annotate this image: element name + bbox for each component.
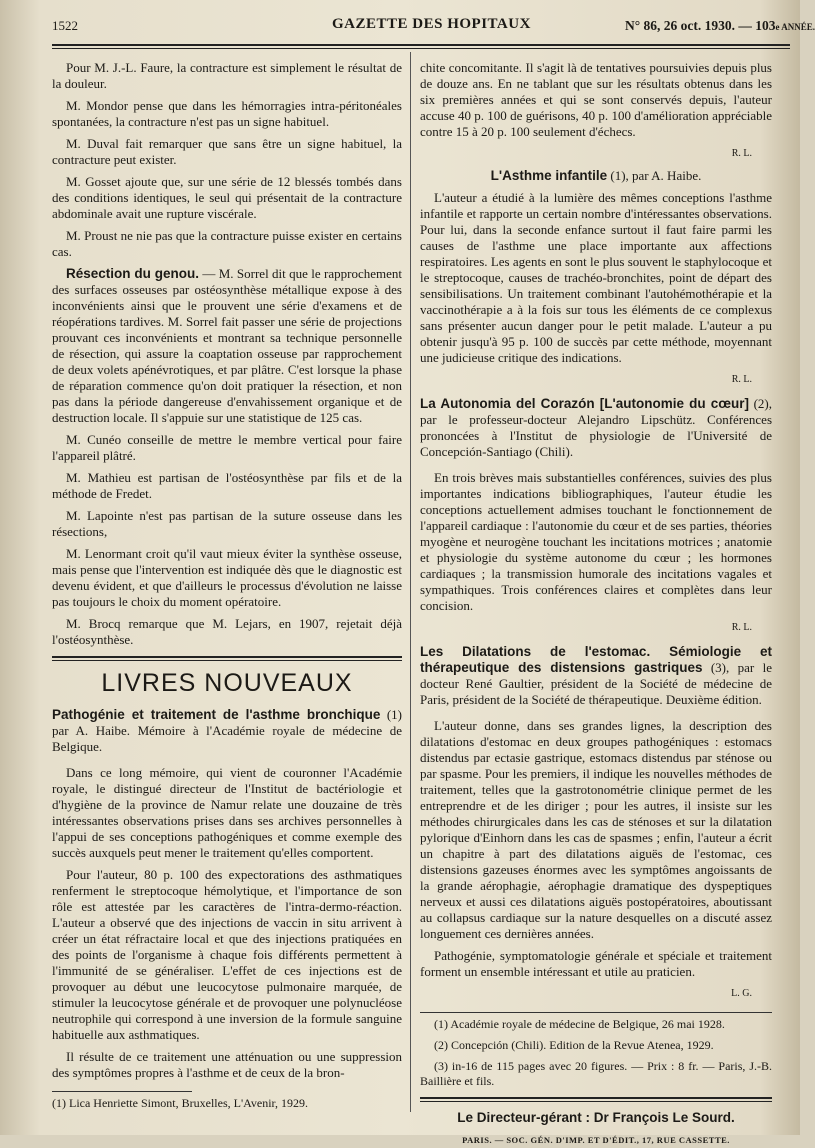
book-heading <box>420 644 772 708</box>
signature: R. L. <box>731 148 752 159</box>
header-rule-thin <box>52 48 790 49</box>
signature: R. L. <box>731 622 752 633</box>
paragraph: L'auteur donne, dans ses grandes lignes, la description des dilatations d'estomac en deux groupes pathogéniques : estomacs distendus par ectasie gastrique, estomacs distendus par sténose ou par spasme. Pour les premiers, il indique les nouvelles méthodes de traitement, telles que la gastrotonométrie clinique permet de les entreprendre et de les diriger ; pour les autres, il insiste sur les méthodes chirurgicales dans les cas de sténoses et sur la dilatation pylorique d'Einhorn dans les cas de spasmes ; enfin, l'auteur a écrit un chapitre à part des dilatations aiguës de l'estomac, ces distensions gazeuses énormes avec les symptômes angoissants de la grande aérophagie, aérophagie dramatique des dyspeptiques nerveux et aussi ces dilatations aiguës postopératoires, aboutissant au collapsus cardiaque sur la nature desquelles on a discuté assez longuement ces dernières années. <box>420 718 772 941</box>
signature: L. G. <box>731 988 752 999</box>
footnote: (1) Lica Henriette Simont, Bruxelles, L'Avenir, 1929. <box>52 1096 309 1110</box>
paragraph: En trois brèves mais substantielles conférences, suivies des plus importantes indications bibliographiques, l'auteur étudie les conceptions actuellement admises touchant le fonctionnement de l'appareil cardiaque : l'autonomie du cœur et de ses parties, théories myogène et neurogène touchant les incitations motrices ; anatomie et physiologie du système autonome du cœur ; les hormones cardiaques ; la transmission humorale des incitations vagales et sympathiques. Trois conférences claires et complètes dans leur concision. <box>420 470 772 613</box>
book-heading <box>52 707 402 755</box>
book-heading <box>420 168 772 184</box>
book-heading <box>420 396 772 460</box>
paragraph: Pathogénie, symptomatologie générale et spéciale et traitement forment un ensemble intéressant et utile au praticien. <box>420 948 772 979</box>
right-column <box>420 60 772 1148</box>
paragraph: Pour l'auteur, 80 p. 100 des expectorations des asthmatiques renferment le streptocoque hémolytique, et l'importance de son rôle est attestée par les caractères de l'intra-dermo-réaction. L'auteur a observé que des injections de vaccin in situ arrivent à créer un état réfractaire local et que des injections pratiquées en des points de l'organisme à chaque fois différents permettent à l'immunité de se généraliser. L'effet de ces injections est de provoquer au début une leucocytose pulmonaire marquée, de stimuler la leucocytose générale et de provoquer une polynucléose neutrophile qui correspond à une inversion de la formule sanguine habituelle aux asthmatiques. <box>52 867 402 1042</box>
paragraph: M. Proust ne nie pas que la contracture puisse exister en certains cas. <box>52 228 402 259</box>
book-title: La Autonomia del Corazón [L'autonomie du cœur] <box>420 396 749 411</box>
book-author: (2), par le professeur-docteur Alejandro Lipschütz. Conférences prononcées à l'Institut de physiologie de l'Université de Concepción-Santiago (Chili). <box>420 396 772 459</box>
resection-text: — M. Sorrel dit que le rapprochement des surfaces osseuses par ostéosynthèse métallique expose à des inconvénients ainsi que le prouvent une série d'examens et de réopérations tardives. M. Sorrel fait passer une série de projections prouvant ces inconvénients et montrant sa technique personnelle de résection, qui assure la coaptation osseuse par rapprochement de deux volets apénévrotiques, et par plâtre. C'est lorsque la phase de réparation commence qu'on doit pratiquer la résection, et non pas dans la période dangereuse d'envahissement organique et de destruction locale. Il s'appuie sur une statistique de 125 cas. <box>52 266 402 425</box>
page-header <box>52 14 815 40</box>
paragraph: M. Cunéo conseille de mettre le membre vertical pour faire l'appareil plâtré. <box>52 432 402 463</box>
paragraph: M. Gosset ajoute que, sur une série de 12 blessés tombés dans des conditions identiques, le seul qui présentait de la contracture abdominale avait une rupture viscérale. <box>52 174 402 221</box>
printer-line: PARIS. — SOC. GÉN. D'IMP. ET D'ÉDIT., 17, RUE CASSETTE. <box>462 1135 730 1145</box>
director-line: Le Directeur-gérant : Dr François Le Sourd. <box>457 1110 735 1125</box>
section-title: LIVRES NOUVEAUX <box>101 669 353 697</box>
issue-info: N° 86, 26 oct. 1930. — 103e ANNÉE. <box>625 18 815 33</box>
resection-paragraph <box>52 266 402 426</box>
closing-rule <box>420 1097 772 1102</box>
header-rule <box>52 44 790 46</box>
left-column <box>52 60 402 1117</box>
paragraph: chite concomitante. Il s'agit là de tentatives poursuivies depuis plus de douze ans. En ne tablant que sur les résultats obtenus dans les six premières années et qui se sont conservés depuis, l'auteur accuse 40 p. 100 de guérisons, 40 p. 100 d'amélioration appréciable contre 15 à 20 p. 100 seulement d'échecs. <box>420 60 772 139</box>
paragraph: Il résulte de ce traitement une atténuation ou une suppression des symptômes propres à l'asthme et de ceux de la bron- <box>52 1049 402 1080</box>
book-title: Pathogénie et traitement de l'asthme bronchique <box>52 707 381 722</box>
page-number: 1522 <box>52 18 78 33</box>
paragraph: M. Duval fait remarquer que sans être un signe habituel, la contracture peut exister. <box>52 136 402 167</box>
section-rule <box>52 656 402 661</box>
paragraph: Pour M. J.-L. Faure, la contracture est simplement le résultat de la douleur. <box>52 60 402 91</box>
book-title: Les Dilatations de l'estomac. Sémiologie et thérapeutique des distensions gastriques <box>420 644 772 675</box>
paragraph: M. Lapointe n'est pas partisan de la suture osseuse dans les résections, <box>52 508 402 539</box>
book-author: (1), par A. Haibe. <box>607 168 702 183</box>
paragraph: L'auteur a étudié à la lumière des mêmes conceptions l'asthme infantile et rapporte un certain nombre d'intéressantes observations. Pour lui, dans la seconde enfance surtout il faut faire parmi les causes de l'asthme une place importante aux affections respiratoires. Les agents en sont le plus souvent le staphylocoque et le streptocoque, causes de trachéo-bronchites, point de départ des sensibilisations. Un traitement combinant l'autohémothérapie et la vaccinothérapie a à la fois sur tous les éléments de ce complexus sans présenter aucun danger pour le petit malade. L'auteur a pu obtenir jusqu'à 95 p. 100 de succès par cette méthode, moyennant une judicieuse critique des indications. <box>420 190 772 365</box>
paragraph: M. Lenormant croit qu'il vaut mieux éviter la synthèse osseuse, mais pense que l'intervention est indiquée dès que le diagnostic est devenu évident, et que d'ailleurs le processus d'évolution ne laisse pas toujours le choix du moment opératoire. <box>52 546 402 609</box>
resection-title: Résection du genou. <box>66 266 199 281</box>
footnote: (3) in-16 de 115 pages avec 20 figures. — Prix : 8 fr. — Paris, J.-B. Baillière et fils. <box>420 1059 772 1088</box>
footnote: (2) Concepción (Chili). Edition de la Revue Atenea, 1929. <box>434 1038 714 1052</box>
journal-title: GAZETTE DES HOPITAUX <box>332 16 531 32</box>
paragraph: M. Brocq remarque que M. Lejars, en 1907, rejetait déjà l'ostéosynthèse. <box>52 616 402 647</box>
paragraph: M. Mondor pense que dans les hémorragies intra-péritonéales spontanées, la contracture n'est pas un signe habituel. <box>52 98 402 129</box>
book-title: L'Asthme infantile <box>490 168 608 183</box>
footnote-ref: (1) <box>380 707 402 722</box>
issue-year-suffix: e ANNÉE. <box>775 22 815 32</box>
footnote-rule <box>420 1012 772 1013</box>
book-author: (3), par le docteur René Gaultier, président de la Société de médecine de Paris, président de la Société de thérapeutique. Deuxième édition. <box>420 660 773 707</box>
book-author: par A. Haibe. Mémoire à l'Académie royale de médecine de Belgique. <box>52 723 402 754</box>
column-divider <box>410 52 411 1112</box>
signature: R. L. <box>731 374 752 385</box>
footnote: (1) Académie royale de médecine de Belgique, 26 mai 1928. <box>434 1017 725 1031</box>
paragraph: Dans ce long mémoire, qui vient de couronner l'Académie royale, le distingué directeur de l'Institut de bactériologie et d'hygiène de la province de Namur relate une douzaine de très intéressantes observations prises dans ses archives personnelles à l'appui de ses conceptions pathogéniques et comme exemple des succès auxquels peut mener le traitement qu'elles comportent. <box>52 765 402 860</box>
paragraph: M. Mathieu est partisan de l'ostéosynthèse par fils et de la méthode de Fredet. <box>52 470 402 501</box>
footnote-rule <box>52 1091 192 1092</box>
